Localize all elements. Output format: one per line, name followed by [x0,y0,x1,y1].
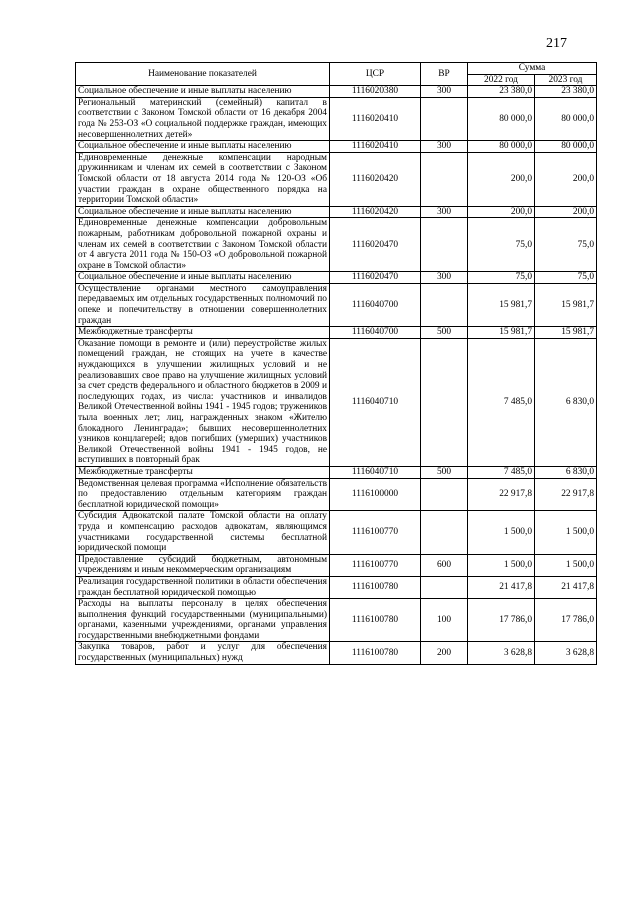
row-2023-cell: 80 000,0 [535,141,597,153]
row-2023-cell: 6 830,0 [535,338,597,466]
row-2022-cell: 200,0 [468,152,535,206]
row-name-cell: Закупка товаров, работ и услуг для обеспечения государственных (муниципальных) нужд [76,642,330,664]
row-2022-cell: 15 981,7 [468,283,535,326]
row-name-cell: Единовременные денежные компенсации добровольным пожарным, работникам добровольной пожарной охраны и членам их семей в соответствии с Законом Томской области от 4 августа 2011 года № 150-ОЗ «О добровольной пожарной охране в Томской области» [76,218,330,272]
header-sum: Сумма [468,63,597,75]
row-name-cell: Расходы на выплаты персоналу в целях обеспечения выполнения функций государственными (муниципальными) органами, казенными учреждениями, органами управления государственными внебюджетными фондами [76,599,330,642]
row-vr-cell: 300 [421,272,468,284]
row-csr-cell: 1116020380 [330,86,421,98]
header-name: Наименование показателей [76,63,330,86]
row-2022-cell: 21 417,8 [468,576,535,598]
row-csr-cell: 1116040710 [330,466,421,478]
row-vr-cell: 200 [421,642,468,664]
row-2022-cell: 80 000,0 [468,141,535,153]
row-2022-cell: 22 917,8 [468,478,535,511]
row-vr-cell [421,338,468,466]
row-2022-cell: 17 786,0 [468,599,535,642]
row-name-cell: Единовременные денежные компенсации народным дружинникам и членам их семей в соответствии с Законом Томской области от 18 августа 2014 года № 120-ОЗ «Об участии граждан в охране общественного порядка на территории Томской области» [76,152,330,206]
row-name-cell: Осуществление органами местного самоуправления передаваемых им отдельных государственных полномочий по опеке и попечительству в отношении совершеннолетних граждан [76,283,330,326]
page-number: 217 [546,36,567,51]
row-2022-cell: 23 380,0 [468,86,535,98]
table-row [76,338,597,466]
row-vr-cell [421,576,468,598]
header-2022: 2022 год [468,74,535,86]
row-vr-cell: 500 [421,327,468,339]
row-2022-cell: 3 628,8 [468,642,535,664]
row-2022-cell: 1 500,0 [468,511,535,554]
table-row [76,642,597,664]
row-2023-cell: 1 500,0 [535,554,597,576]
table-row [76,272,597,284]
table-row [76,554,597,576]
row-vr-cell: 100 [421,599,468,642]
table-row [76,327,597,339]
row-name-cell: Оказание помощи в ремонте и (или) переустройстве жилых помещений граждан, не стоящих на учете в качестве нуждающихся в улучшении жилищных условий и не реализовавших свое право на улучшение жилищных условий за счет средств федерального и областного бюджетов в 2009 и последующих годах, из числа: участников и инвалидов Великой Отечественной войны 1941 - 1945 годов; тружеников тыла военных лет; лиц, награжденных знаком «Жителю блокадного Ленинграда»; бывших несовершеннолетних узников концлагерей; вдов погибших (умерших) участников Великой Отечественной войны 1941 - 1945 годов, не вступивших в повторный брак [76,338,330,466]
row-vr-cell [421,478,468,511]
table-row [76,86,597,98]
row-2022-cell: 75,0 [468,272,535,284]
row-csr-cell: 1116040700 [330,283,421,326]
row-name-cell: Межбюджетные трансферты [76,327,330,339]
row-csr-cell: 1116100780 [330,599,421,642]
row-name-cell: Ведомственная целевая программа «Исполнение обязательств по предоставлению отдельным категориям граждан бесплатной юридической помощи» [76,478,330,511]
row-name-cell: Межбюджетные трансферты [76,466,330,478]
row-name-cell: Социальное обеспечение и иные выплаты населению [76,86,330,98]
row-csr-cell: 1116020420 [330,152,421,206]
row-csr-cell: 1116100770 [330,511,421,554]
row-csr-cell: 1116020470 [330,218,421,272]
row-csr-cell: 1116100000 [330,478,421,511]
row-2022-cell: 15 981,7 [468,327,535,339]
row-2023-cell: 6 830,0 [535,466,597,478]
row-2023-cell: 15 981,7 [535,327,597,339]
row-2023-cell: 75,0 [535,218,597,272]
row-2023-cell: 3 628,8 [535,642,597,664]
row-csr-cell: 1116020470 [330,272,421,284]
row-vr-cell [421,511,468,554]
table-row [76,466,597,478]
row-vr-cell [421,152,468,206]
row-name-cell: Социальное обеспечение и иные выплаты населению [76,206,330,218]
row-name-cell: Предоставление субсидий бюджетным, автономным учреждениям и иным некоммерческим организациям [76,554,330,576]
row-csr-cell: 1116020410 [330,141,421,153]
row-csr-cell: 1116100780 [330,642,421,664]
row-2023-cell: 80 000,0 [535,97,597,140]
row-2023-cell: 200,0 [535,152,597,206]
row-csr-cell: 1116040710 [330,338,421,466]
row-2023-cell: 200,0 [535,206,597,218]
table-row [76,511,597,554]
row-csr-cell: 1116100780 [330,576,421,598]
header-2023: 2023 год [535,74,597,86]
table-row [76,152,597,206]
row-vr-cell [421,283,468,326]
row-2022-cell: 7 485,0 [468,466,535,478]
row-2022-cell: 7 485,0 [468,338,535,466]
row-2023-cell: 21 417,8 [535,576,597,598]
table-row [76,97,597,140]
row-vr-cell: 300 [421,141,468,153]
row-2023-cell: 17 786,0 [535,599,597,642]
row-vr-cell: 600 [421,554,468,576]
row-csr-cell: 1116020420 [330,206,421,218]
row-name-cell: Реализация государственной политики в области обеспечения граждан бесплатной юридической помощью [76,576,330,598]
row-vr-cell [421,97,468,140]
row-name-cell: Субсидия Адвокатской палате Томской области на оплату труда и компенсацию расходов адвокатам, являющимся участниками государственной системы бесплатной юридической помощи [76,511,330,554]
table-row [76,206,597,218]
table-row [76,599,597,642]
header-vr: ВР [421,63,468,86]
row-2023-cell: 15 981,7 [535,283,597,326]
budget-table [75,62,597,665]
row-csr-cell: 1116100770 [330,554,421,576]
row-2022-cell: 1 500,0 [468,554,535,576]
row-vr-cell [421,218,468,272]
row-name-cell: Социальное обеспечение и иные выплаты населению [76,272,330,284]
row-csr-cell: 1116020410 [330,97,421,140]
row-2023-cell: 23 380,0 [535,86,597,98]
row-name-cell: Социальное обеспечение и иные выплаты населению [76,141,330,153]
row-2023-cell: 1 500,0 [535,511,597,554]
row-csr-cell: 1116040700 [330,327,421,339]
row-2023-cell: 75,0 [535,272,597,284]
row-vr-cell: 300 [421,86,468,98]
row-2023-cell: 22 917,8 [535,478,597,511]
row-vr-cell: 300 [421,206,468,218]
table-row [76,283,597,326]
table-row [76,141,597,153]
table-row [76,478,597,511]
row-2022-cell: 200,0 [468,206,535,218]
header-csr: ЦСР [330,63,421,86]
row-2022-cell: 80 000,0 [468,97,535,140]
table-row [76,576,597,598]
row-name-cell: Региональный материнский (семейный) капитал в соответствии с Законом Томской области от 16 декабря 2004 года № 253-ОЗ «О социальной поддержке граждан, имеющих несовершеннолетних детей» [76,97,330,140]
row-2022-cell: 75,0 [468,218,535,272]
table-row [76,218,597,272]
row-vr-cell: 500 [421,466,468,478]
